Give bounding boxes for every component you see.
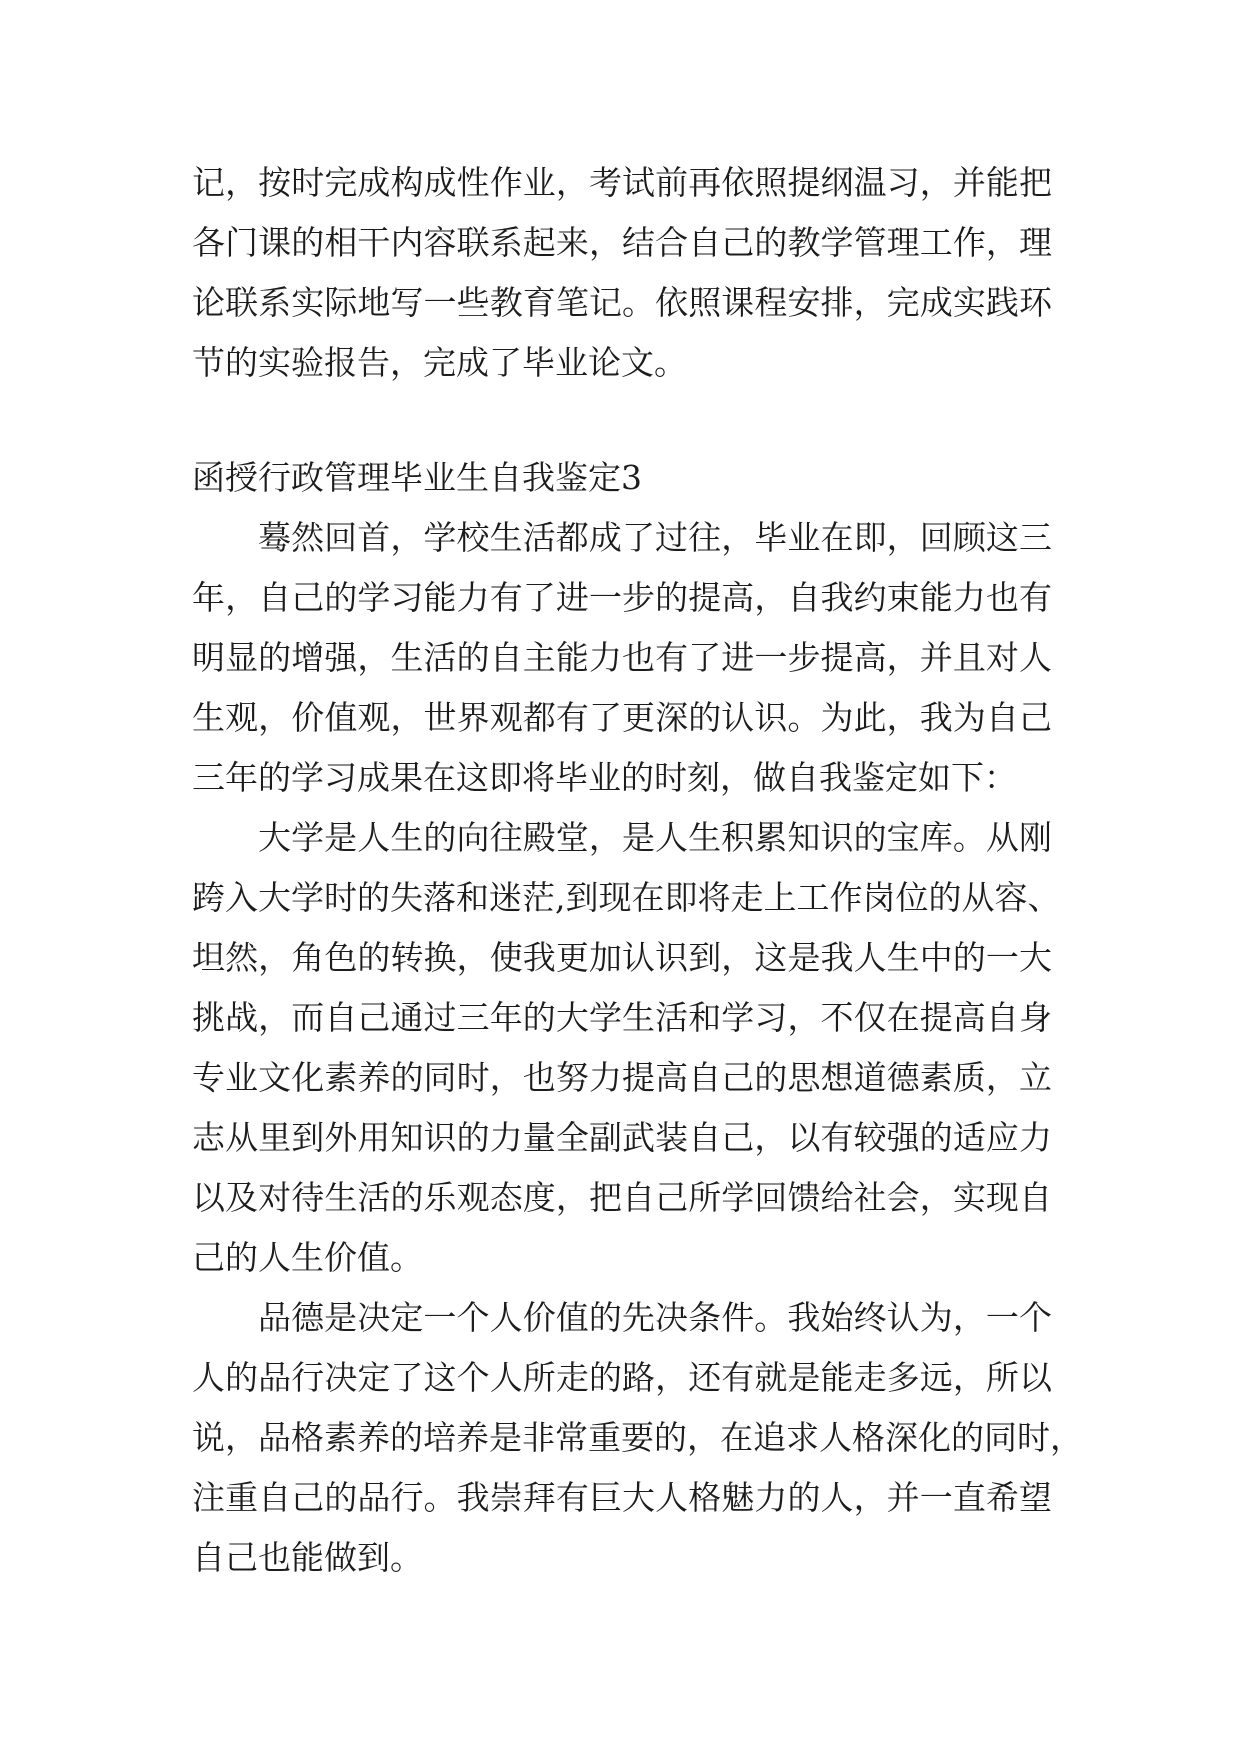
paragraph-line: 节的实验报告，完成了毕业论文。 (192, 343, 687, 382)
paragraph-line: 明显的增强，生活的自主能力也有了进一步提高，并且对人 (192, 638, 1052, 677)
paragraph-line: 说，品格素养的培养是非常重要的，在追求人格深化的同时， (192, 1418, 1083, 1457)
paragraph-line: 大学是人生的向往殿堂，是人生积累知识的宝库。从刚 (258, 818, 1052, 857)
paragraph-line: 品德是决定一个人价值的先决条件。我始终认为，一个 (258, 1298, 1052, 1337)
paragraph-line: 注重自己的品行。我崇拜有巨大人格魅力的人，并一直希望 (192, 1478, 1052, 1517)
paragraph-line: 跨入大学时的失落和迷茫,到现在即将走上工作岗位的从容、 (192, 878, 1061, 917)
paragraph-line: 三年的学习成果在这即将毕业的时刻，做自我鉴定如下： (192, 758, 1017, 797)
section-heading: 函授行政管理毕业生自我鉴定3 (192, 458, 642, 497)
paragraph-line: 记，按时完成构成性作业，考试前再依照提纲温习，并能把 (192, 163, 1052, 202)
paragraph-line: 挑战，而自己通过三年的大学生活和学习，不仅在提高自身 (192, 998, 1052, 1037)
paragraph-line: 人的品行决定了这个人所走的路，还有就是能走多远，所以 (192, 1358, 1052, 1397)
paragraph-line: 年，自己的学习能力有了进一步的提高，自我约束能力也有 (192, 578, 1052, 617)
paragraph-line: 以及对待生活的乐观态度，把自己所学回馈给社会，实现自 (192, 1178, 1052, 1217)
paragraph-line: 各门课的相干内容联系起来，结合自己的教学管理工作，理 (192, 223, 1052, 262)
paragraph-line: 生观，价值观，世界观都有了更深的认识。为此，我为自己 (192, 698, 1052, 737)
paragraph-line: 论联系实际地写一些教育笔记。依照课程安排，完成实践环 (192, 283, 1052, 322)
paragraph-line: 专业文化素养的同时，也努力提高自己的思想道德素质，立 (192, 1058, 1052, 1097)
paragraph-line: 坦然，角色的转换，使我更加认识到，这是我人生中的一大 (192, 938, 1052, 977)
paragraph-line: 蓦然回首，学校生活都成了过往，毕业在即，回顾这三 (258, 518, 1052, 557)
paragraph-line: 自己也能做到。 (192, 1538, 423, 1577)
paragraph-line: 志从里到外用知识的力量全副武装自己，以有较强的适应力 (192, 1118, 1052, 1157)
paragraph-line: 己的人生价值。 (192, 1238, 423, 1277)
